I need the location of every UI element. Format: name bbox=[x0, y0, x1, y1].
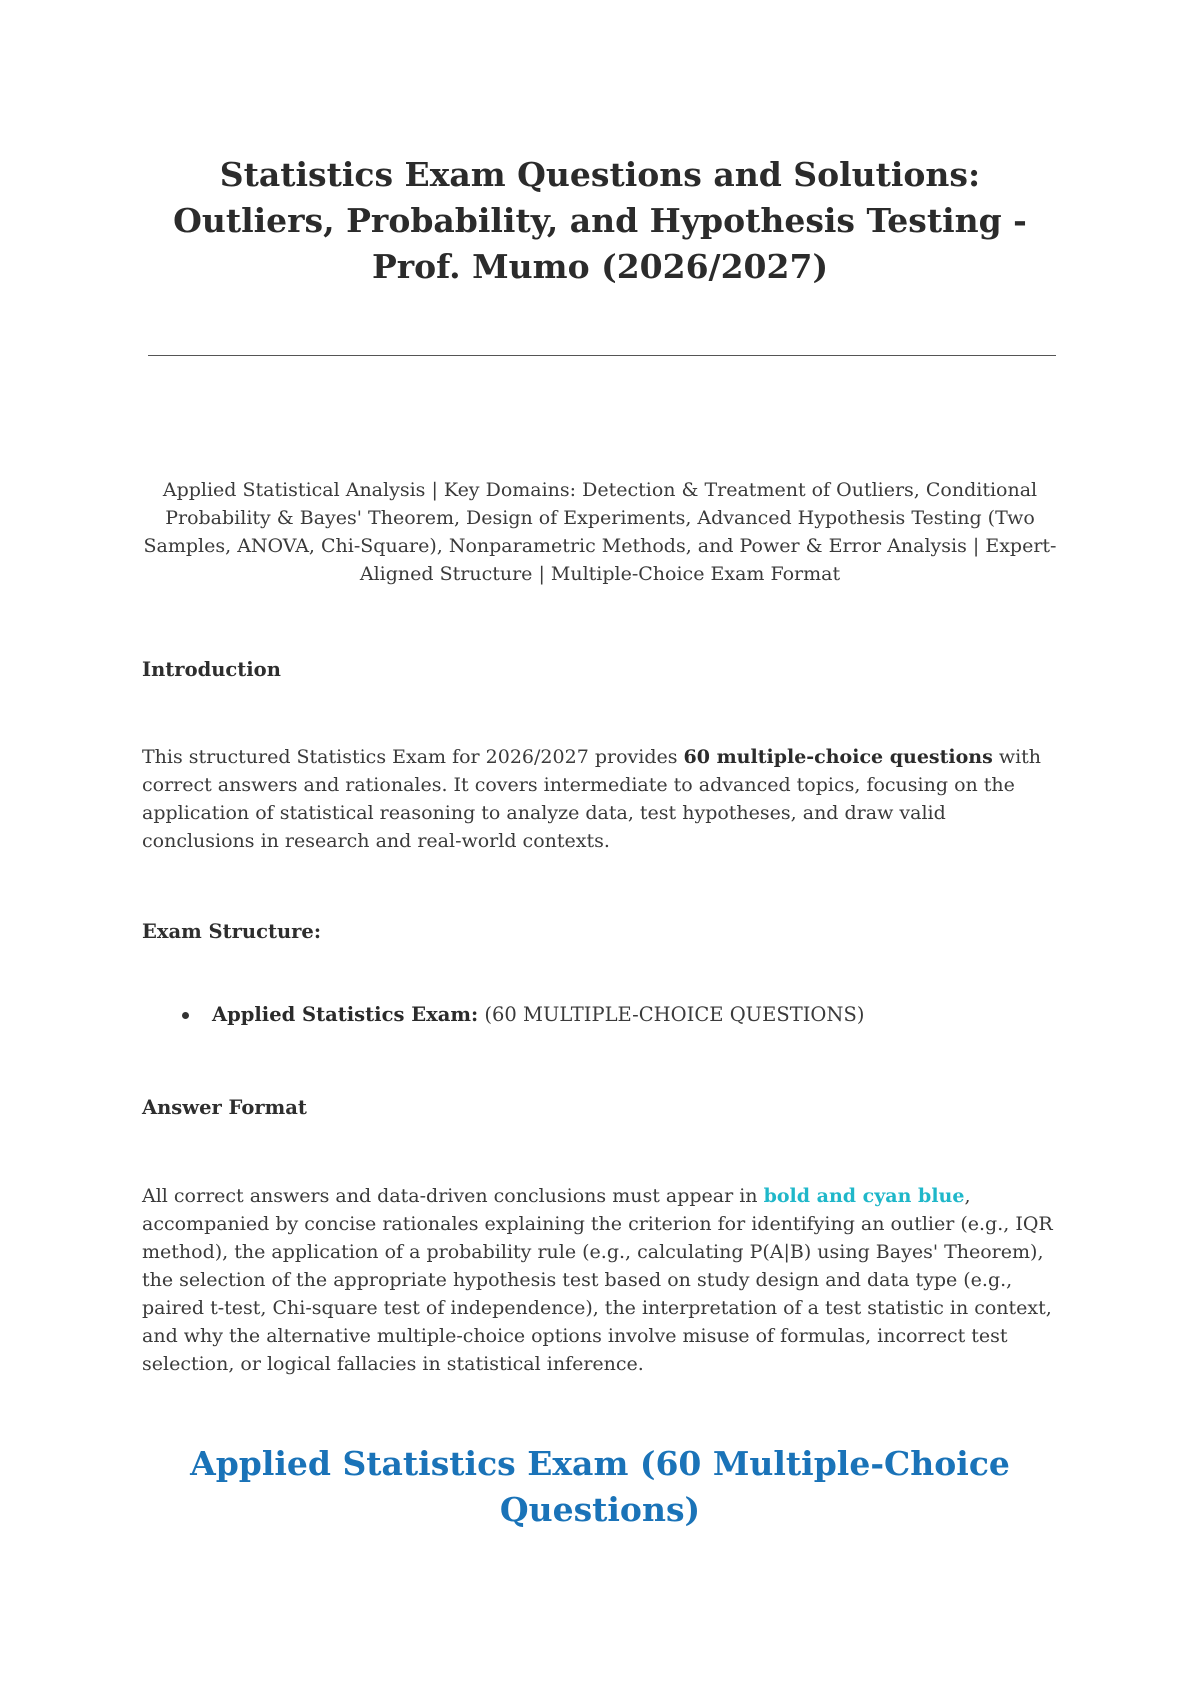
introduction-text-after: with correct answers and rationales. It covers intermediate to advanced topics, focusing on the application of statistical reasoning to analyze data, test hypotheses, and draw valid conclusions in research and real-world contexts. bbox=[142, 746, 1042, 852]
answer-format-paragraph bbox=[142, 1182, 1060, 1378]
exam-structure-item-detail: (60 MULTIPLE-CHOICE QUESTIONS) bbox=[478, 1003, 865, 1026]
introduction-heading: Introduction bbox=[142, 658, 281, 681]
document-title: Statistics Exam Questions and Solutions: Outliers, Probability, and Hypothesis Testing - Prof. Mumo (2026/2027) bbox=[173, 155, 1027, 286]
introduction-text-before: This structured Statistics Exam for 2026/2027 provides bbox=[142, 746, 684, 768]
exam-structure-list bbox=[142, 1001, 864, 1029]
answer-format-heading: Answer Format bbox=[142, 1096, 307, 1119]
exam-structure-item-label: Applied Statistics Exam: bbox=[212, 1003, 479, 1026]
introduction-text-bold: 60 multiple-choice questions bbox=[683, 746, 993, 768]
answer-format-text-after: , accompanied by concise rationales explaining the criterion for identifying an outlier (e.g., IQR method), the application of a probability rule (e.g., calculating P(A|B) using Bayes' Theorem), the selection of the appropriate hypothesis test based on study design and data type (e.g., paired t-test, Chi-square test of independence), the interpretation of a test statistic in context, and why the alternative multiple-choice options involve misuse of formulas, incorrect test selection, or logical fallacies in statistical inference. bbox=[142, 1185, 1053, 1375]
list-item bbox=[142, 1001, 864, 1029]
title-divider bbox=[148, 355, 1056, 356]
bullet-icon bbox=[182, 1012, 189, 1019]
answer-format-highlight: bold and cyan blue bbox=[763, 1185, 965, 1207]
introduction-paragraph bbox=[142, 743, 1060, 855]
section-title: Applied Statistics Exam (60 Multiple-Choice Questions) bbox=[190, 1444, 1010, 1529]
document-subtitle: Applied Statistical Analysis | Key Domains: Detection & Treatment of Outliers, Conditional Probability & Bayes' Theorem, Design of Experiments, Advanced Hypothesis Testing (Two Samples, ANOVA, Chi-Square), Nonparametric Methods, and Power & Error Analysis | Expert-Aligned Structure | Multiple-Choice Exam Format bbox=[143, 479, 1057, 585]
exam-structure-heading: Exam Structure: bbox=[142, 920, 322, 943]
answer-format-text-before: All correct answers and data-driven conclusions must appear in bbox=[142, 1185, 764, 1207]
